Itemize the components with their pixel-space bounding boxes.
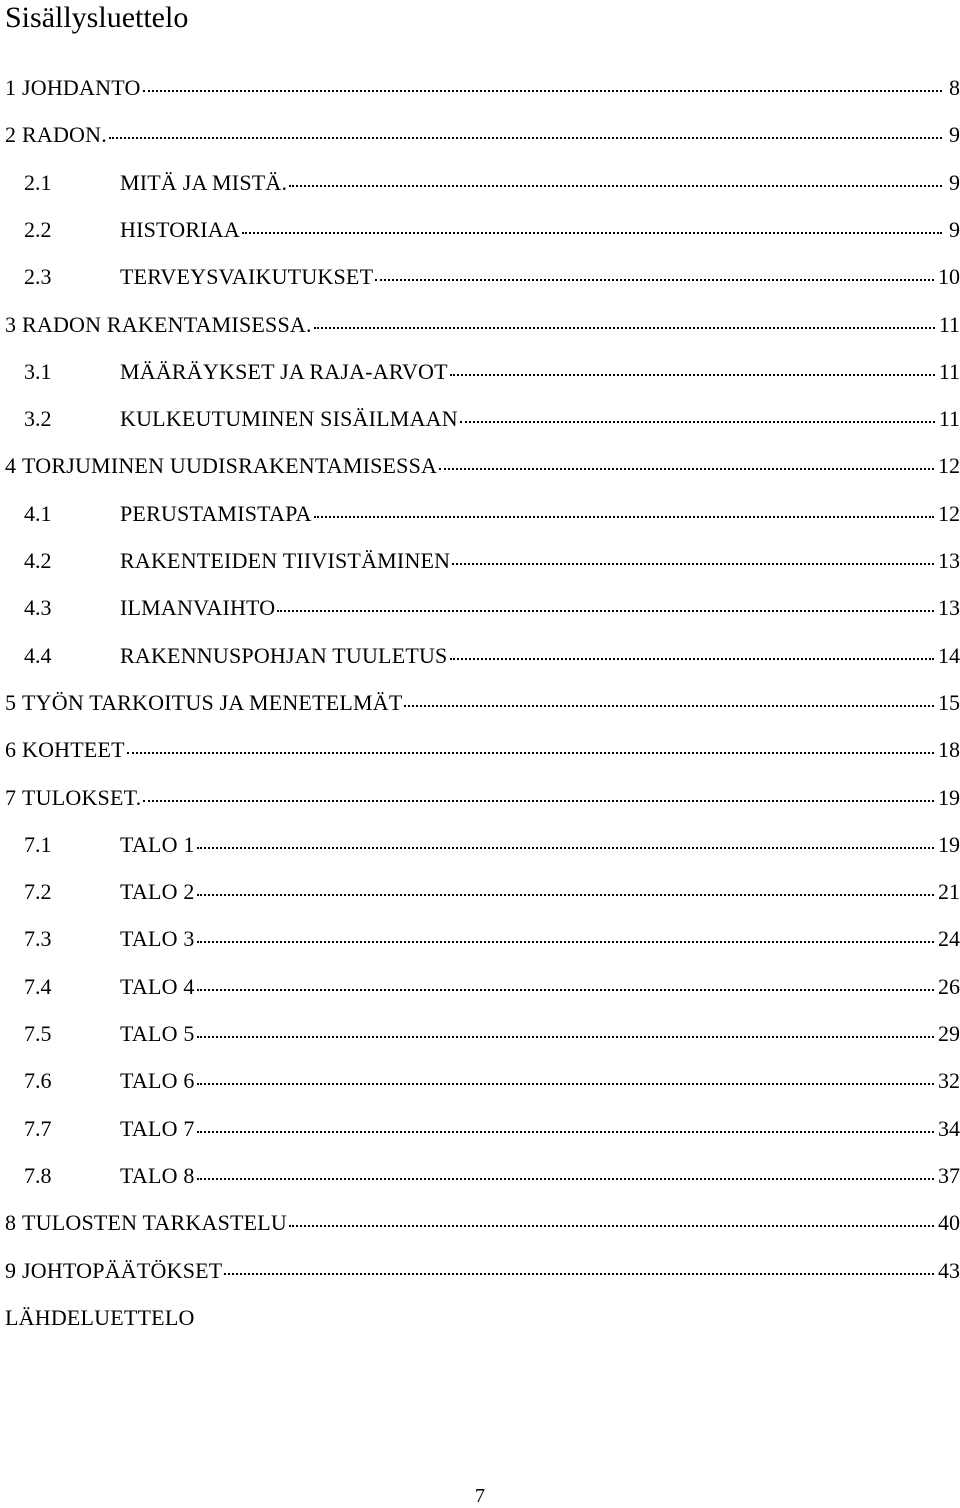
page-number: 7: [475, 1485, 485, 1507]
toc-entry[interactable]: [24, 634, 960, 678]
toc-entry-label: JOHTOPÄÄTÖKSET: [22, 1257, 223, 1283]
toc-entry-label: ILMANVAIHTO: [120, 595, 276, 621]
toc-entry[interactable]: [24, 492, 960, 536]
toc-entry-label: TYÖN TARKOITUS JA MENETELMÄT: [22, 689, 403, 715]
toc-entry[interactable]: [24, 350, 960, 394]
dot-leader: [277, 610, 934, 612]
toc-entry-label: TALO 7: [120, 1115, 195, 1141]
toc-entry-label: PERUSTAMISTAPA: [120, 500, 312, 526]
toc-entry-page: 29: [938, 1021, 960, 1046]
dot-leader: [197, 1036, 934, 1038]
dot-leader: [197, 1131, 934, 1133]
toc-entry-number: 2.3: [24, 264, 52, 290]
dot-leader: [197, 847, 934, 849]
dot-leader: [452, 563, 934, 565]
toc-entry-number: 9: [5, 1257, 16, 1283]
toc-entry[interactable]: [24, 917, 960, 961]
toc-entry-label: KOHTEET: [22, 737, 125, 763]
toc-entry[interactable]: [24, 161, 960, 205]
dot-leader: [450, 658, 935, 660]
toc-entry[interactable]: [24, 255, 960, 299]
toc-entry-label: TORJUMINEN UUDISRAKENTAMISESSA: [22, 453, 438, 479]
toc-entry-number: 4.3: [24, 595, 52, 621]
dot-leader: [439, 468, 934, 470]
dot-leader: [109, 137, 942, 139]
dot-leader: [197, 1083, 934, 1085]
toc-entry-page: 10: [938, 264, 960, 290]
toc-entry-number: 2.1: [24, 169, 52, 195]
toc-entry-page: 19: [938, 831, 960, 857]
toc-entry-page: 26: [938, 973, 960, 999]
toc-entry-number: 7.4: [24, 973, 52, 999]
toc-entry[interactable]: [24, 965, 960, 1009]
toc-entry-page: 34: [938, 1115, 960, 1141]
toc-entry-number: 7.2: [24, 879, 52, 905]
toc-entry-label: TALO 6: [120, 1068, 195, 1094]
toc-entry-number: 7.5: [24, 1021, 52, 1046]
toc-entry-page: 24: [938, 926, 960, 952]
toc-entry-label: TALO 5: [120, 1021, 195, 1046]
dot-leader: [197, 894, 934, 896]
toc-entry-number: 7: [5, 784, 16, 810]
dot-leader: [289, 185, 942, 187]
toc-entry[interactable]: [24, 586, 960, 630]
toc-entry-page: 9: [949, 169, 960, 195]
toc-entry-number: 7.8: [24, 1162, 52, 1188]
toc-entry-number: 3.2: [24, 406, 52, 432]
page-title: Sisällysluettelo: [5, 1, 189, 34]
toc-entry-number: 7.7: [24, 1115, 52, 1141]
toc-entry-label: JOHDANTO: [22, 75, 141, 100]
toc-entry[interactable]: [5, 776, 960, 820]
toc-entry-number: 3: [5, 311, 16, 337]
toc-entry-number: 4.2: [24, 548, 52, 573]
toc-entry-number: 1: [5, 75, 16, 100]
toc-entry[interactable]: [5, 113, 960, 157]
toc-entry-label: RADON RAKENTAMISESSA.: [22, 311, 312, 337]
toc-entry[interactable]: [5, 444, 960, 488]
toc-entry-label: HISTORIAA: [120, 216, 240, 242]
toc-entry-page: 13: [938, 595, 960, 621]
toc-entry[interactable]: [24, 823, 960, 867]
toc-entry-label: TALO 2: [120, 879, 195, 905]
dot-leader: [224, 1273, 934, 1275]
toc-entry-label: LÄHDELUETTELO: [5, 1304, 195, 1330]
toc-entry-page: 11: [938, 311, 960, 337]
toc-entry-label: RADON.: [22, 122, 107, 148]
toc-entry-page: 18: [938, 737, 960, 763]
dot-leader: [450, 374, 935, 376]
toc-entry-page: 19: [938, 784, 960, 810]
toc-entry-number: 2.2: [24, 216, 52, 242]
toc-entry-page: 9: [949, 216, 960, 242]
toc-entry[interactable]: [5, 1201, 960, 1245]
toc-entry-label: TULOSTEN TARKASTELU: [22, 1210, 288, 1236]
toc-entry[interactable]: [5, 1249, 960, 1293]
toc-entry-page: 12: [938, 453, 960, 479]
toc-entry-label: TULOKSET.: [22, 784, 142, 810]
toc-entry-page: 8: [949, 75, 960, 100]
toc-entry-label: KULKEUTUMINEN SISÄILMAAN: [120, 406, 458, 432]
toc-entry-label: RAKENTEIDEN TIIVISTÄMINEN: [120, 548, 451, 573]
toc-entry-label: TALO 1: [120, 831, 195, 857]
toc-entry[interactable]: [5, 728, 960, 772]
toc-entry-label: TALO 4: [120, 973, 195, 999]
toc-entry-label: MÄÄRÄYKSET JA RAJA-ARVOT: [120, 358, 448, 384]
toc-entry[interactable]: [24, 208, 960, 252]
toc-entry[interactable]: [24, 1154, 960, 1198]
toc-entry-label: TALO 3: [120, 926, 195, 952]
dot-leader: [289, 1225, 934, 1227]
toc-entry[interactable]: [24, 870, 960, 914]
toc-entry[interactable]: [5, 1296, 960, 1340]
dot-leader: [314, 327, 935, 329]
dot-leader: [127, 752, 934, 754]
toc-entry-number: 4.4: [24, 642, 52, 668]
toc-entry[interactable]: [24, 539, 960, 583]
toc-entry-label: TERVEYSVAIKUTUKSET: [120, 264, 374, 290]
toc-entry-number: 4: [5, 453, 16, 479]
toc-entry[interactable]: [24, 1059, 960, 1103]
dot-leader: [197, 989, 934, 991]
dot-leader: [375, 279, 934, 281]
toc-entry-page: 40: [938, 1210, 960, 1236]
toc-entry-number: 4.1: [24, 500, 52, 526]
toc-entry-page: 11: [938, 358, 960, 384]
toc-entry[interactable]: [24, 1012, 960, 1056]
toc-entry-number: 6: [5, 737, 16, 763]
toc-entry-page: 14: [938, 642, 960, 668]
dot-leader: [143, 90, 942, 92]
toc-entry-page: 21: [938, 879, 960, 905]
toc-entry-page: 15: [938, 689, 960, 715]
toc-entry[interactable]: [5, 66, 960, 110]
toc-entry-number: 5: [5, 689, 16, 715]
dot-leader: [242, 232, 942, 234]
toc-entry-page: 9: [949, 122, 960, 148]
toc-entry-page: 13: [938, 548, 960, 573]
dot-leader: [314, 516, 934, 518]
toc-entry-number: 7.6: [24, 1068, 52, 1094]
toc-entry[interactable]: [24, 1107, 960, 1151]
toc-entry[interactable]: [24, 397, 960, 441]
dot-leader: [197, 941, 934, 943]
toc-entry-page: 32: [938, 1068, 960, 1094]
toc-entry-label: MITÄ JA MISTÄ.: [120, 169, 288, 195]
dot-leader: [404, 705, 934, 707]
dot-leader: [143, 800, 934, 802]
toc-entry-number: 2: [5, 122, 16, 148]
toc-entry-number: 8: [5, 1210, 16, 1236]
toc-entry-page: 37: [938, 1162, 960, 1188]
toc-entry-number: 7.1: [24, 831, 52, 857]
toc-entry-label: RAKENNUSPOHJAN TUULETUS: [120, 642, 448, 668]
dot-leader: [197, 1178, 934, 1180]
toc-entry-page: 43: [938, 1257, 960, 1283]
toc-entry-number: 3.1: [24, 358, 52, 384]
toc-entry-label: TALO 8: [120, 1162, 195, 1188]
toc-entry-page: 11: [938, 406, 960, 432]
toc-entry[interactable]: [5, 681, 960, 725]
dot-leader: [460, 421, 935, 423]
toc-entry-number: 7.3: [24, 926, 52, 952]
toc-entry[interactable]: [5, 303, 960, 347]
toc-entry-page: 12: [938, 500, 960, 526]
